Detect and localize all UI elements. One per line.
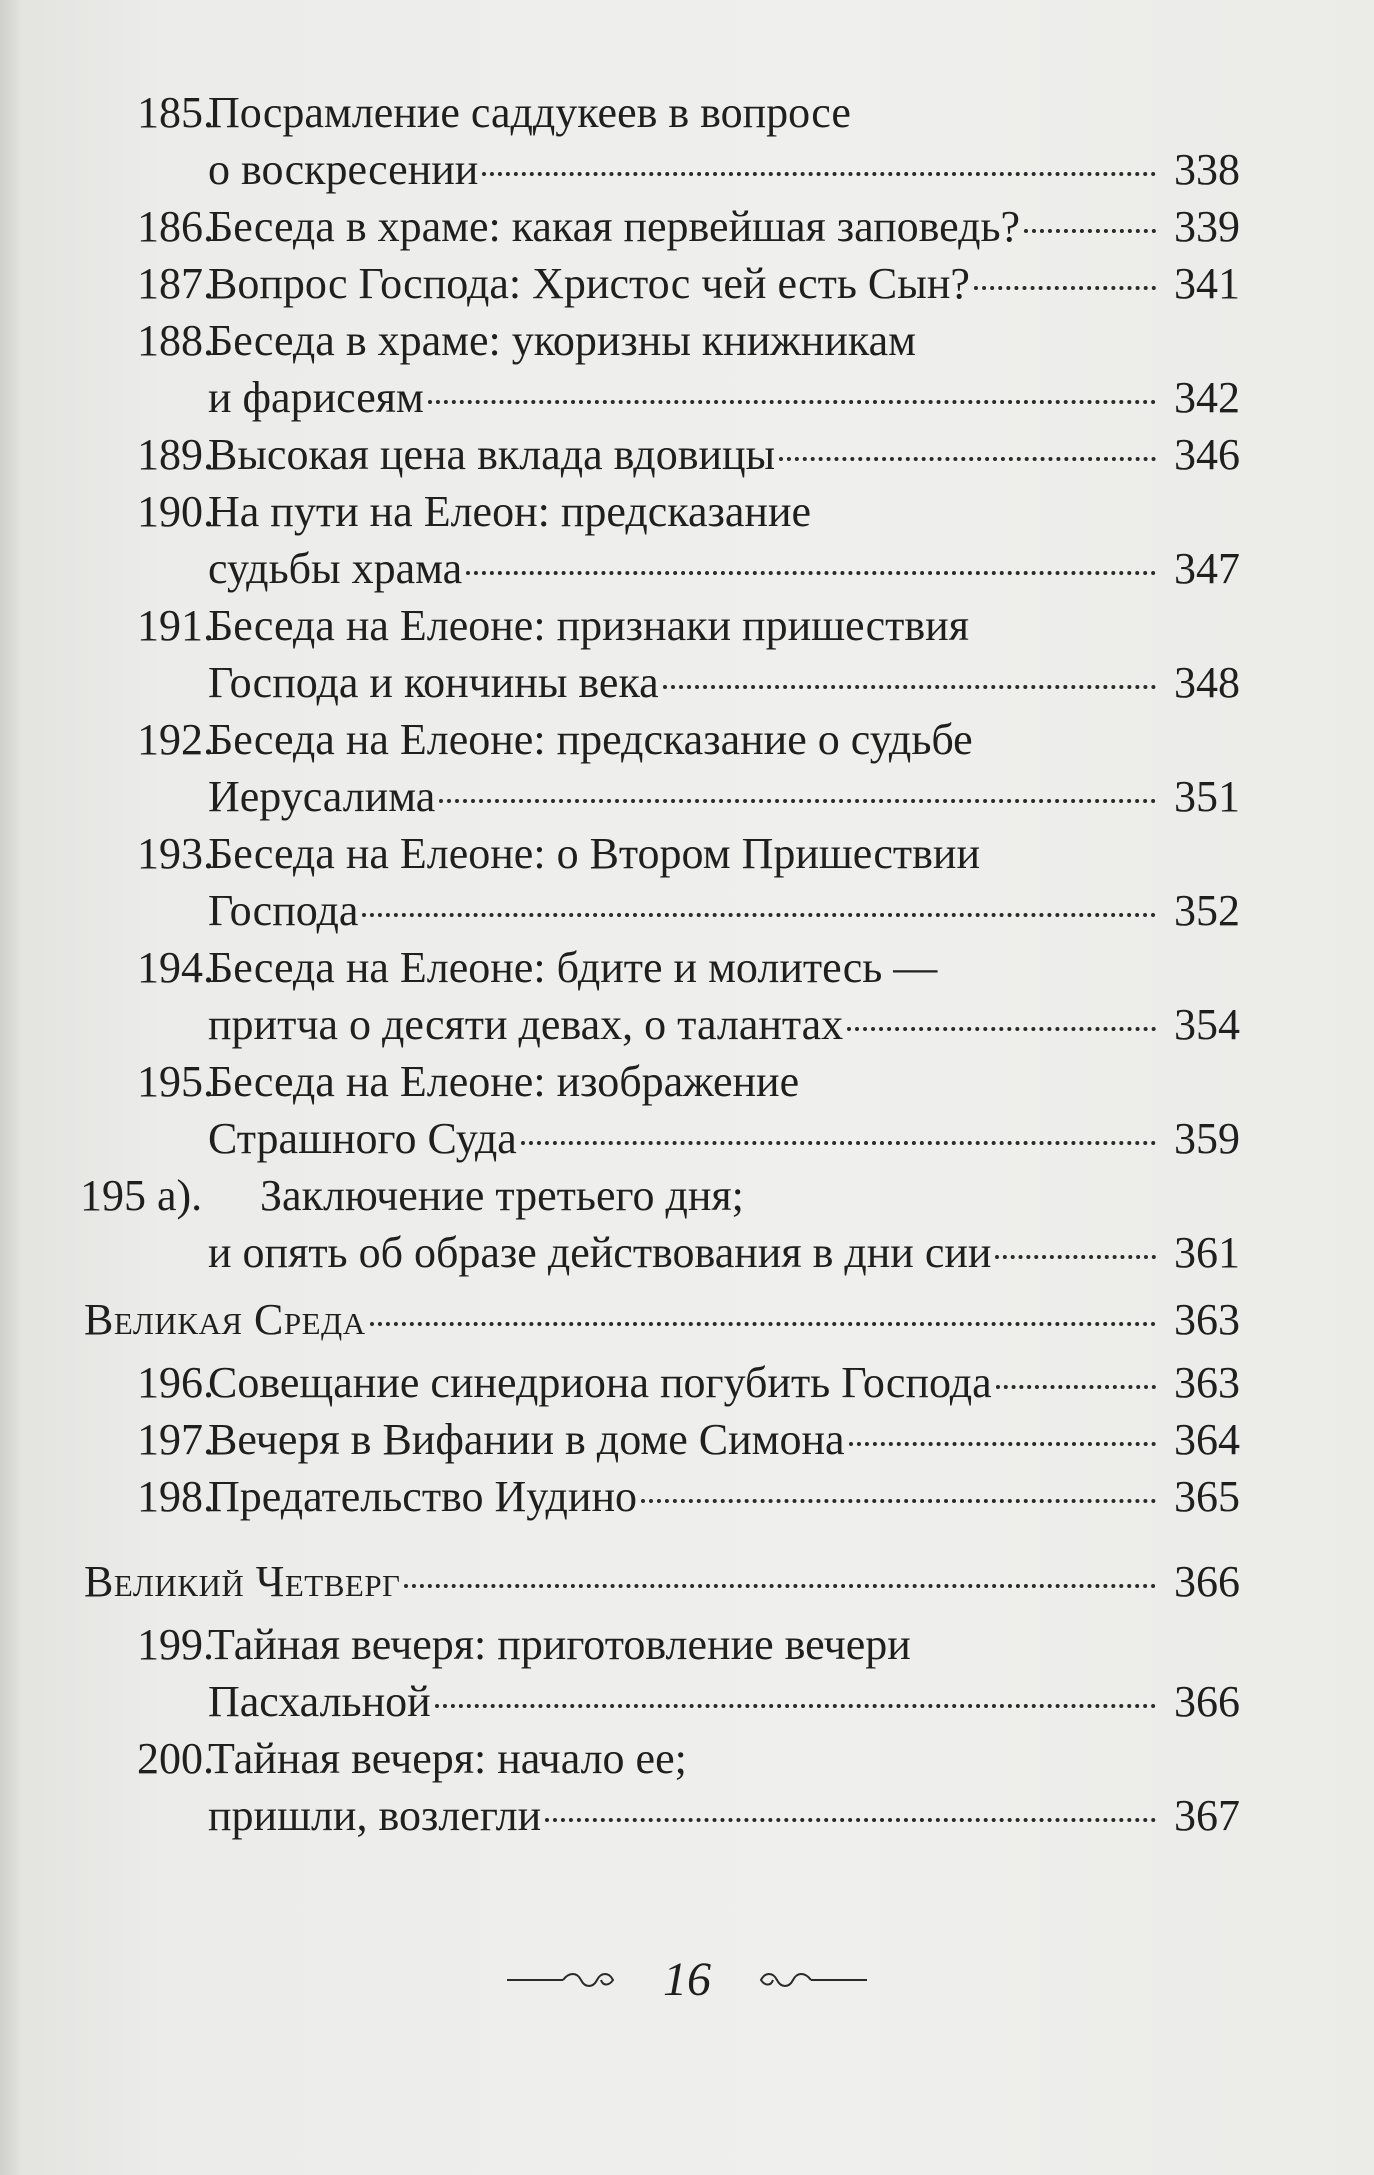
entry-page: 354 [1174, 1000, 1240, 1049]
entry-page: 347 [1174, 544, 1240, 593]
page-folio [0, 1948, 1374, 2007]
right-ornament-icon [749, 1965, 869, 1995]
entry-number: 188. [137, 316, 214, 365]
entry-number: 189. [137, 430, 214, 479]
entry-title-line-1: Вечеря в Вифании в доме Симона [208, 1415, 845, 1464]
leader-dots [641, 1499, 1156, 1503]
leader-dots [545, 1818, 1156, 1822]
page-gutter-shadow [0, 0, 22, 2175]
entry-title-line-2: и опять об образе действования в дни сии [208, 1228, 992, 1277]
entry-number: 186. [137, 202, 214, 251]
entry-number: 191. [137, 601, 214, 650]
entry-title-line-2: о воскресении [208, 145, 479, 194]
entry-page: 367 [1174, 1791, 1240, 1840]
leader-dots [370, 1322, 1156, 1326]
section-page: 366 [1174, 1557, 1240, 1606]
entry-number: 185. [137, 88, 214, 137]
left-ornament-icon [505, 1965, 625, 1995]
entry-page: 363 [1174, 1358, 1240, 1407]
entry-page: 338 [1174, 145, 1240, 194]
toc-section-thursday [84, 1553, 1240, 1610]
leader-dots [995, 1255, 1156, 1259]
toc-entry-196 [84, 1354, 1240, 1411]
entry-title-line-2: Страшного Суда [208, 1114, 517, 1163]
entry-title-line-1: Беседа на Елеоне: признаки пришествия [208, 601, 969, 650]
entry-title-line-2: Пасхальной [208, 1677, 431, 1726]
entry-page: 346 [1174, 430, 1240, 479]
toc-entry-186 [84, 198, 1240, 255]
table-of-contents [80, 84, 1240, 1844]
toc-entry-199 [84, 1616, 1240, 1730]
entry-page: 365 [1174, 1472, 1240, 1521]
entry-number: 192. [137, 715, 214, 764]
entry-title-line-1: Беседа в храме: укоризны книжникам [208, 316, 916, 365]
entry-title-line-1: Вопрос Господа: Христос чей есть Сын? [208, 259, 970, 308]
entry-title-line-2: Иерусалима [208, 772, 436, 821]
entry-number: 193. [137, 829, 214, 878]
leader-dots [663, 685, 1156, 689]
toc-entry-193 [84, 825, 1240, 939]
toc-entry-198 [84, 1468, 1240, 1525]
entry-page: 359 [1174, 1114, 1240, 1163]
entry-title-line-1: Беседа в храме: какая первейшая заповедь? [208, 202, 1021, 251]
entry-page: 348 [1174, 658, 1240, 707]
toc-entry-185 [84, 84, 1240, 198]
entry-title-line-2: и фарисеям [208, 373, 424, 422]
entry-title-line-1: Тайная вечеря: начало ее; [208, 1734, 687, 1783]
entry-title-line-1: Предательство Иудино [208, 1472, 637, 1521]
entry-title-line-1: Посрамление саддукеев в вопросе [208, 88, 851, 137]
page-number: 16 [663, 1953, 711, 2007]
entry-number: 199. [137, 1620, 214, 1669]
entry-page: 339 [1174, 202, 1240, 251]
toc-entry-195a [80, 1167, 1240, 1281]
entry-title-line-1: Беседа на Елеоне: бдите и молитесь — [208, 943, 938, 992]
leader-dots [428, 400, 1156, 404]
toc-entry-189 [84, 426, 1240, 483]
section-title: Великий Четверг [84, 1557, 401, 1606]
leader-dots [996, 1385, 1156, 1389]
toc-entry-195 [84, 1053, 1240, 1167]
entry-number: 195 а). [80, 1171, 203, 1220]
toc-entry-197 [84, 1411, 1240, 1468]
toc-entry-187 [84, 255, 1240, 312]
entry-page: 352 [1174, 886, 1240, 935]
entry-number: 198. [137, 1472, 214, 1521]
leader-dots [974, 286, 1156, 290]
entry-title-line-2: притча о десяти девах, о талантах [208, 1000, 844, 1049]
toc-entry-194 [84, 939, 1240, 1053]
entry-page: 341 [1174, 259, 1240, 308]
leader-dots [404, 1584, 1156, 1588]
entry-title-line-1: Тайная вечеря: приготовление вечери [208, 1620, 911, 1669]
entry-number: 197. [137, 1415, 214, 1464]
section-title: Великая Среда [84, 1295, 366, 1344]
toc-entry-192 [84, 711, 1240, 825]
entry-title-line-1: Заключение третьего дня; [260, 1171, 744, 1220]
entry-number: 195. [137, 1057, 214, 1106]
entry-page: 366 [1174, 1677, 1240, 1726]
entry-number: 187. [137, 259, 214, 308]
leader-dots [435, 1704, 1156, 1708]
entry-number: 196. [137, 1358, 214, 1407]
toc-entry-191 [84, 597, 1240, 711]
entry-page: 364 [1174, 1415, 1240, 1464]
leader-dots [482, 172, 1156, 176]
entry-title-line-2: судьбы храма [208, 544, 463, 593]
leader-dots [521, 1141, 1156, 1145]
leader-dots [439, 799, 1156, 803]
toc-entry-188 [84, 312, 1240, 426]
leader-dots [466, 571, 1156, 575]
toc-entry-190 [84, 483, 1240, 597]
leader-dots [362, 913, 1156, 917]
leader-dots [1024, 229, 1156, 233]
entry-title-line-1: Беседа на Елеоне: предсказание о судьбе [208, 715, 973, 764]
entry-number: 200. [137, 1734, 214, 1783]
toc-section-wednesday [84, 1291, 1240, 1348]
section-page: 363 [1174, 1295, 1240, 1344]
entry-title-line-1: Беседа на Елеоне: изображение [208, 1057, 800, 1106]
entry-page: 361 [1174, 1228, 1240, 1277]
entry-title-line-1: Высокая цена вклада вдовицы [208, 430, 776, 479]
entry-page: 351 [1174, 772, 1240, 821]
entry-title-line-2: Господа [208, 886, 359, 935]
entry-title-line-1: Беседа на Елеоне: о Втором Пришествии [208, 829, 981, 878]
entry-title-line-1: Совещание синедриона погубить Господа [208, 1358, 992, 1407]
leader-dots [847, 1027, 1156, 1031]
leader-dots [849, 1442, 1156, 1446]
entry-number: 194. [137, 943, 214, 992]
entry-title-line-2: пришли, возлегли [208, 1791, 542, 1840]
toc-entry-200 [84, 1730, 1240, 1844]
leader-dots [779, 457, 1156, 461]
entry-title-line-2: Господа и кончины века [208, 658, 659, 707]
entry-number: 190. [137, 487, 214, 536]
entry-page: 342 [1174, 373, 1240, 422]
entry-title-line-1: На пути на Елеон: предсказание [208, 487, 812, 536]
